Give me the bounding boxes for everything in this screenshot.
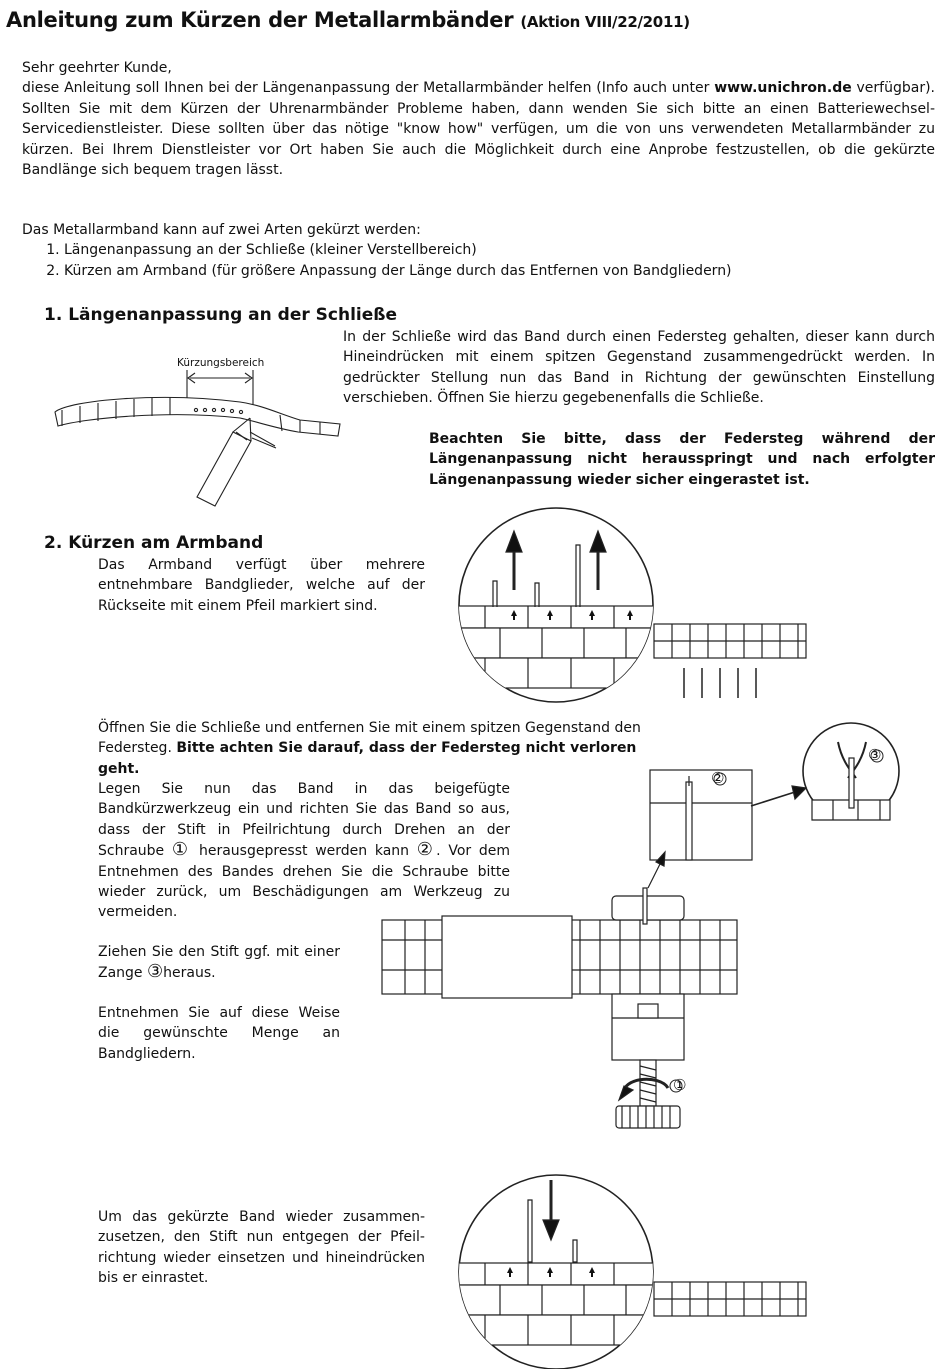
marker-two: ② [416, 839, 437, 861]
remove-links-text: Entnehmen Sie auf diese Weise die gewünschte Menge an Bandgliedern. [98, 1005, 340, 1062]
section2-intro: Das Armband verfügt über mehrere entnehmbare Bandglieder, welche auf der Rückseite mit einem Pfeil markiert sind. [98, 557, 425, 614]
tool-text-a: Legen Sie nun das Band in das beigefügte Bandkürzwerkzeug ein und richten Sie das Band so aus, dass der Stift in Pfeilrichtung durch Drehen an der Schraube [98, 781, 510, 860]
list-item: 1. Längenanpassung an der Schließe (kleiner Verstellbereich) [64, 240, 935, 260]
section1-heading: 1. Längenanpassung an der Schließe [44, 305, 398, 325]
tool-text-b: herausgepresst werden kann [191, 843, 417, 860]
shortening-range-label: Kürzungsbereich [177, 357, 265, 369]
tool-marker-one: ① [673, 1076, 687, 1094]
title-sub: (Aktion VIII/22/2011) [520, 13, 690, 31]
open-clasp-warning: Bitte achten Sie darauf, dass der Federsteg nicht verloren geht. [98, 740, 637, 777]
marker-three: ③ [147, 961, 164, 983]
ways-lead: Das Metallarmband kann auf zwei Arten gekürzt werden: [22, 222, 421, 238]
pliers-text-a: Ziehen Sie den Stift ggf. mit einer Zange [98, 944, 340, 982]
title-main: Anleitung zum Kürzen der Metallarmbänder [6, 8, 514, 32]
website-link[interactable]: www.unichron.de [714, 80, 852, 97]
tool-marker-three: ③ [868, 746, 882, 764]
section2-heading: 2. Kürzen am Armband [44, 533, 264, 553]
tool-marker-two: ② [711, 769, 725, 787]
marker-one: ① [171, 839, 192, 861]
greeting: Sehr geehrter Kunde, [22, 60, 172, 76]
intro-line1-end: verfügbar). [851, 80, 935, 97]
section1-note: Beachten Sie bitte, dass der Federsteg während der Längenanpassung nicht herausspringt und nach erfolgter Längenanpassung wieder sicher eingerastet ist. [429, 431, 935, 488]
tool-text-c: . Vor dem Entnehmen des Bandes drehen Sie die Schraube bitte wieder zurück, um Beschädigungen am Werkzeug zu vermeiden. [98, 843, 510, 921]
pliers-text-b: heraus. [163, 965, 216, 982]
intro-rest: Sollten Sie mit dem Kürzen der Uhrenarmbänder Probleme haben, dann wenden Sie sich bitte an einen Batteriewechsel-Servicedienstleister. Diese sollten über das nötige "know how" verfügen, um die von uns verwendeten Metallarmbänder zu kürzen. Bei Ihrem Dienstleister vor Ort haben Sie auch die Möglichkeit durch eine Anprobe festzustellen, ob die gekürzte Bandlänge sich bequem tragen lässt. [22, 100, 935, 179]
list-item: 2. Kürzen am Armband (für größere Anpassung der Länge durch das Entfernen von Bandgliedern) [64, 261, 935, 281]
section1-text: In der Schließe wird das Band durch einen Federsteg gehalten, dieser kann durch Hineindrücken mit einem spitzen Gegenstand zusammengedrückt werden. In gedrückter Stellung nun das Band in Richtung der gewünschten Einstellung verschieben. Öffnen Sie hierzu gegebenenfalls die Schließe. [343, 329, 935, 407]
open-clasp-plain: Öffnen Sie die Schließe und entfernen Sie mit einem spitzen Gegenstand den Federsteg. [98, 720, 641, 757]
intro-line1: diese Anleitung soll Ihnen bei der Längenanpassung der Metallarmbänder helfen (Info auch unter [22, 80, 715, 97]
reassemble-text: Um das gekürzte Band wieder zusammen-zusetzen, den Stift nun entgegen der Pfeil-richtung wieder einsetzen und hineindrücken bis er einrastet. [98, 1209, 425, 1287]
